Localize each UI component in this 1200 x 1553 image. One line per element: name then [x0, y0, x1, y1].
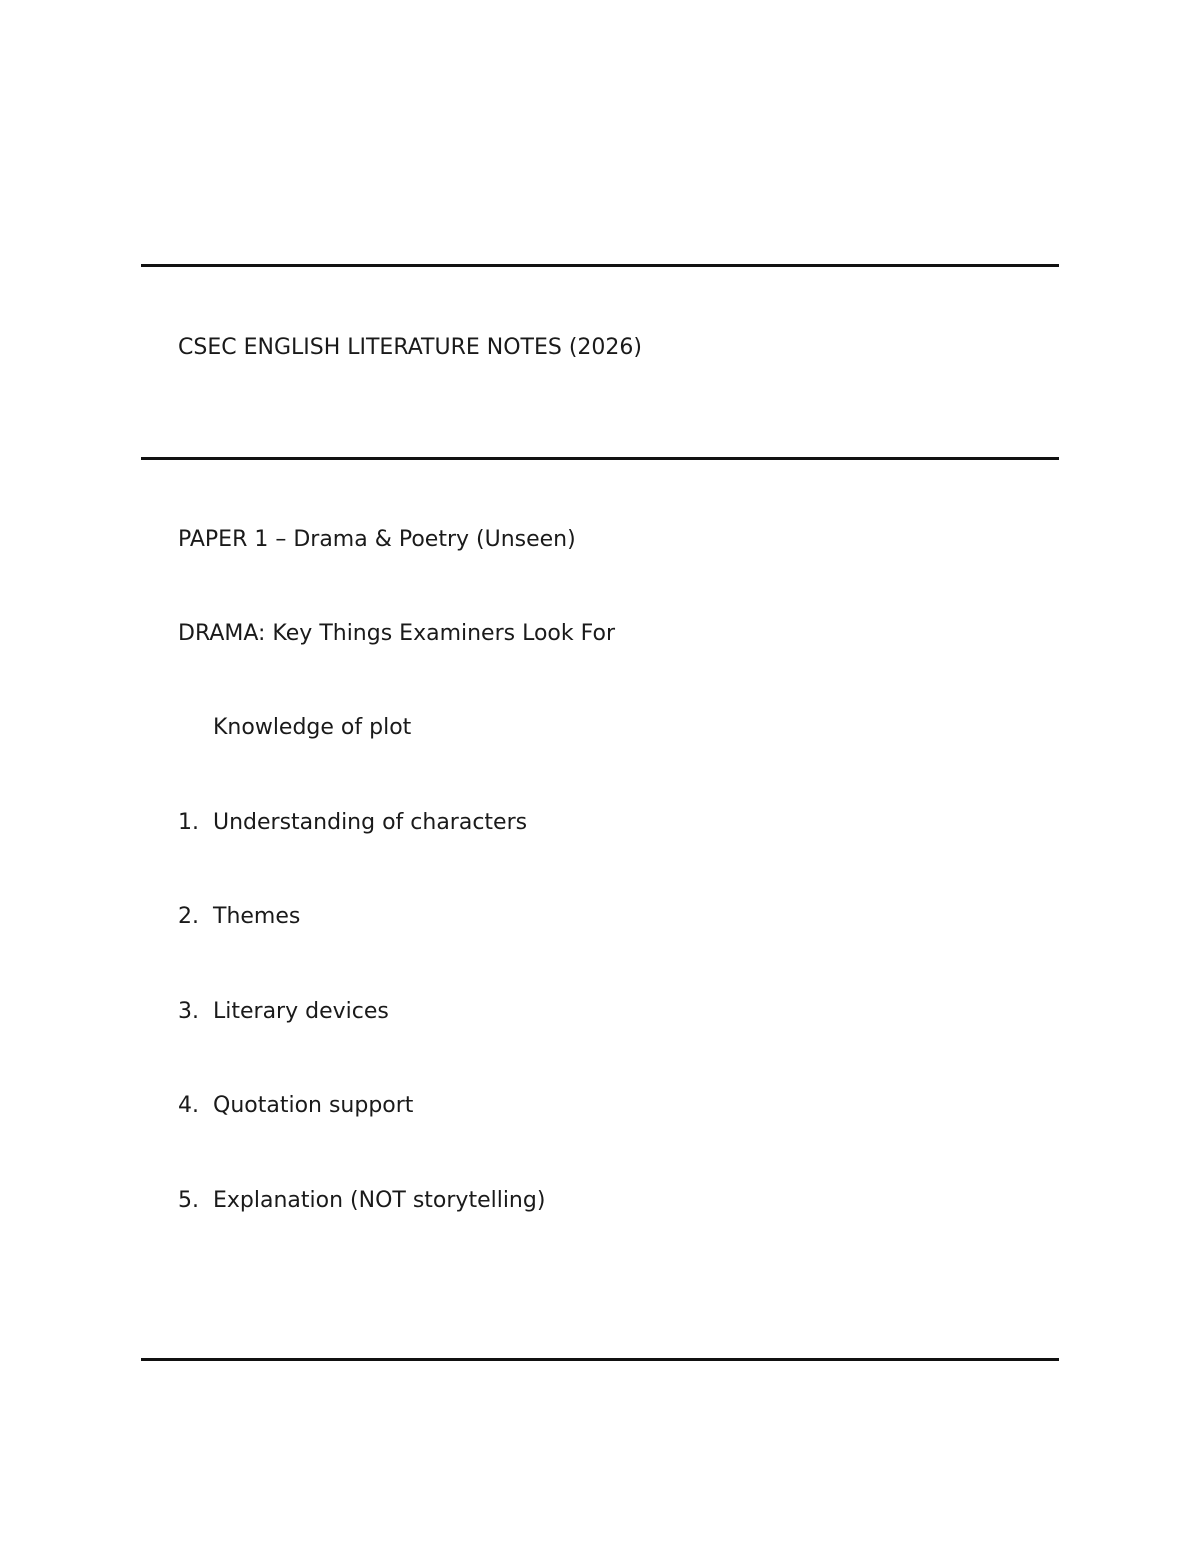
list-item	[178, 904, 300, 930]
horizontal-rule	[141, 264, 1059, 267]
list-item-number: 5.	[178, 1188, 199, 1213]
list-item-number: 2.	[178, 904, 199, 929]
list-item-text: Quotation support	[213, 1093, 414, 1118]
list-item-text: Literary devices	[213, 999, 389, 1024]
list-item-number: 3.	[178, 999, 199, 1024]
list-item-number: 1.	[178, 810, 199, 835]
list-item-plot: Knowledge of plot	[213, 715, 412, 740]
list-item	[178, 1188, 545, 1214]
horizontal-rule	[141, 1358, 1059, 1361]
list-item-text: Understanding of characters	[213, 810, 528, 835]
list-item-text: Themes	[213, 904, 301, 929]
paper-heading: PAPER 1 – Drama & Poetry (Unseen)	[178, 527, 576, 552]
list-item	[178, 810, 527, 836]
drama-heading: DRAMA: Key Things Examiners Look For	[178, 621, 615, 646]
list-item	[178, 1093, 413, 1119]
list-item-number: 4.	[178, 1093, 199, 1118]
list-item	[178, 999, 389, 1025]
list-item-text: Explanation (NOT storytelling)	[213, 1188, 546, 1213]
horizontal-rule	[141, 457, 1059, 460]
document-title: CSEC ENGLISH LITERATURE NOTES (2026)	[178, 335, 642, 360]
